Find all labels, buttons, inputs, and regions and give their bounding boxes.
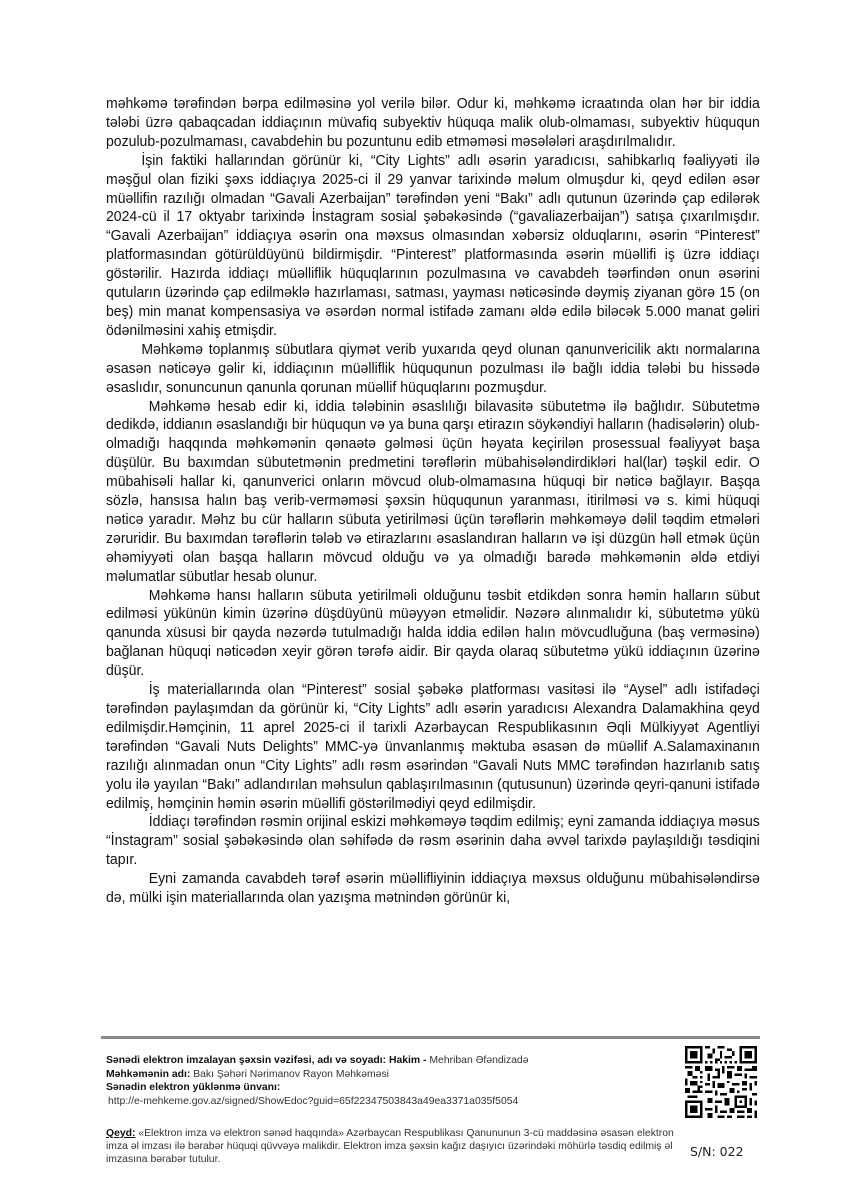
url-label: Sənədin elektron yüklənmə ünvanı:: [106, 1082, 281, 1094]
paragraph: Məhkəmə toplanmış sübutlara qiymət verib yuxarıda qeyd olunan qanunvericilik aktı normalarına əsasən nəticəyə gəlir ki, iddiaçının müəlliflik hüququnun pozulması ilə bağlı iddia tələbi bu hissədə əsaslıdır, sonuncunun qanunla qorunan müəllif hüquqlarını pozmuşdur.: [106, 340, 760, 396]
signature-block: [106, 1054, 666, 1108]
note-text: «Elektron imza və elektron sənəd haqqında» Azərbaycan Respublikası Qanununun 3-cü maddəsinə əsasən elektron imza əl imzası ilə bərabər hüquqi qüvvəyə malikdir. Elektron imza şəxsin kağız daşıyıcı üzərindəki möhürlə təsdiq edilmiş əl imzasına bərabər tutulur.: [106, 1128, 674, 1165]
paragraph: Eyni zamanda cavabdeh tərəf əsərin müəllifliyinin iddiaçıya məxsus olduğunu mübahisələndirsə də, mülki işin materiallarında olan yazışma mətnindən görünür ki,: [106, 870, 760, 907]
court-name: Bakı Şəhəri Nərimanov Rayon Məhkəməsi: [193, 1068, 389, 1080]
signer-label: Sənədi elektron imzalayan şəxsin vəzifəsi, adı və soyadı: Hakim -: [106, 1055, 430, 1066]
paragraph: Məhkəmə hansı halların sübuta yetirilməli olduğunu təsbit etdikdən sonra həmin halların sübut edilməsi yükünün kimin üzərinə düşdüyünü müəyyən etməlidir. Nəzərə alınmalıdır ki, sübutetmə yükü qanunda xüsusi bir qayda nəzərdə tutulmadığı halda iddia edilən halın mövcudluğuna (baş verməsinə) bağlanan hüquqi nəticədən xeyir görən tərəfə aidir. Bir qayda olaraq sübutetmə yükü iddiaçının üzərinə düşür.: [106, 586, 760, 680]
qr-code-icon: [685, 1046, 757, 1118]
legal-note: [106, 1128, 676, 1166]
paragraph: İş materiallarında olan “Pinterest” sosial şəbəkə platforması vasitəsi ilə “Aysel” adlı istifadəçi tərəfindən paylaşımdan da görünür ki, “City Lights” adlı əsərin yaradıcısı Alexandra Dalamakhina qeyd edilmişdir.Həmçinin, 11 aprel 2025-ci il tarixli Azərbaycan Respublikasının Əqli Mülkiyyət Agentliyi tərəfindən “Gavali Nuts Delights” MMC-yə ünvanlanmış məktuba əsasən də müəllif A.Salamaxinanın razılığı alınmadan onun “City Lights” adlı rəsm əsərindən “Gavali Nuts MMC tərəfindən hazırlanıb satış yolu ilə yayılan “Bakı” adlandırılan məhsulun qablaşırılmasının (qutusunun) üzərində qeyri-qanuni istifadə edilmiş, həmçinin həmin əsərin müəllifi göstərilmədiyi qeyd edilmişdir.: [106, 681, 760, 812]
paragraph: Məhkəmə hesab edir ki, iddia tələbinin əsaslılığı bilavasitə sübutetmə ilə bağlıdır. Sübutetmə dedikdə, iddianın əsaslandığı bir hüququn və ya buna qarşı etirazın söykəndiyi halların (hadisələrin) olub-olmadığı haqqında məhkəmənin qənaətə gəlməsi üçün həyata keçirilən prosessual fəaliyyət başa düşülür. Bu baxımdan sübutetmənin predmetini tərəflərin mübahisələndirdikləri hal(lar) təşkil edir. O mübahisəli hallar ki, qanunverici onların mövcud olub-olmamasına hüquqi bir nəticə bağlayır. Başqa sözlə, hansısa halın baş verib-verməməsi şəxsin hüququnun yaranması, itirilməsi və s. kimi hüquqi nəticə yaradır. Məhz bu cür halların sübuta yetirilməsi üçün tərəflərin məhkəməyə dəlil təqdim etmələri zəruridir. Bu baxımdan tərəflərin tələb və etirazlarını əsaslandıran halların və işi düzgün həll etmək üçün əhəmiyyəti olan başqa halların mövcud olduğu və ya olmadığı barədə məhkəmənin əldə etdiyi məlumatlar sübutlar hesab olunur.: [106, 397, 760, 585]
footer-divider: [101, 1036, 760, 1039]
court-label: Məhkəmənin adı:: [106, 1068, 194, 1080]
court-row: [106, 1068, 666, 1082]
document-url[interactable]: http://e-mehkeme.gov.az/signed/ShowEdoc?guid=65f22347503843a49ea3371a035f5054: [108, 1095, 519, 1107]
serial-number: S/N: 022: [690, 1144, 744, 1159]
signer-row: [106, 1054, 666, 1068]
signer-name: Mehriban Əfəndizadə: [429, 1055, 529, 1066]
paragraph: İddiaçı tərəfindən rəsmin orijinal eskizi məhkəməyə təqdim edilmiş; eyni zamanda iddiaçıya məsus “İnstagram” sosial şəbəkəsində olan səhifədə də rəsm əsərinin daha əvvəl tarixdə paylaşıldığı təsdiqini tapır.: [106, 813, 760, 869]
url-row: [106, 1081, 666, 1095]
paragraph: İşin faktiki hallarından görünür ki, “City Lights” adlı əsərin yaradıcısı, sahibkarlıq fəaliyyəti ilə məşğul olan fiziki şəxs iddiaçıya 2025-ci il 29 yanvar tarixində məlum olmuşdur ki, qeyd edilən əsər müəllifin razılığı olmadan “Gavali Azerbaijan” tərəfindən yeni “Bakı” adlı qutunun üzərində çap edilərək 2024-cü il 17 oktyabr tarixində İnstagram sosial şəbəkəsində (“gavaliazerbaijan”) satışa çıxarılmışdır. “Gavali Azerbaijan” iddiaçıya əsərin ona məxsus olmasından xəbərsiz olduqlarını, əsərin “Pinterest” platformasından götürüldüyünü bildirmişdir. “Pinterest” platformasında əsərin müəllifi iş üzrə iddiaçı göstərilir. Hazırda iddiaçı müəlliflik hüquqlarının pozulmasına və cavabdeh təərfindən onun əsərini qutuların üzərində çap edilməklə hazırlaması, satması, yayması nəticəsində dəymiş ziyanan görə 15 (on beş) min manat kompensasiya və əsərdən normal istifadə zamanı əldə edilə biləcək 5.000 manat gəliri ödənilməsini xahiş etmişdir.: [106, 151, 760, 339]
paragraph: məhkəmə tərəfindən bərpa edilməsinə yol verilə bilər. Odur ki, məhkəmə icraatında olan hər bir iddia tələbi üzrə qabaqcadan iddiaçının müvafiq subyektiv hüquqa malik olub-olmaması, subyektiv hüququn pozulub-pozulmaması, cavabdehin bu pozuntunu edib etməməsi məsələləri araşdırılmalıdır.: [106, 95, 760, 150]
document-body: [106, 95, 760, 908]
note-label: Qeyd:: [106, 1128, 136, 1139]
